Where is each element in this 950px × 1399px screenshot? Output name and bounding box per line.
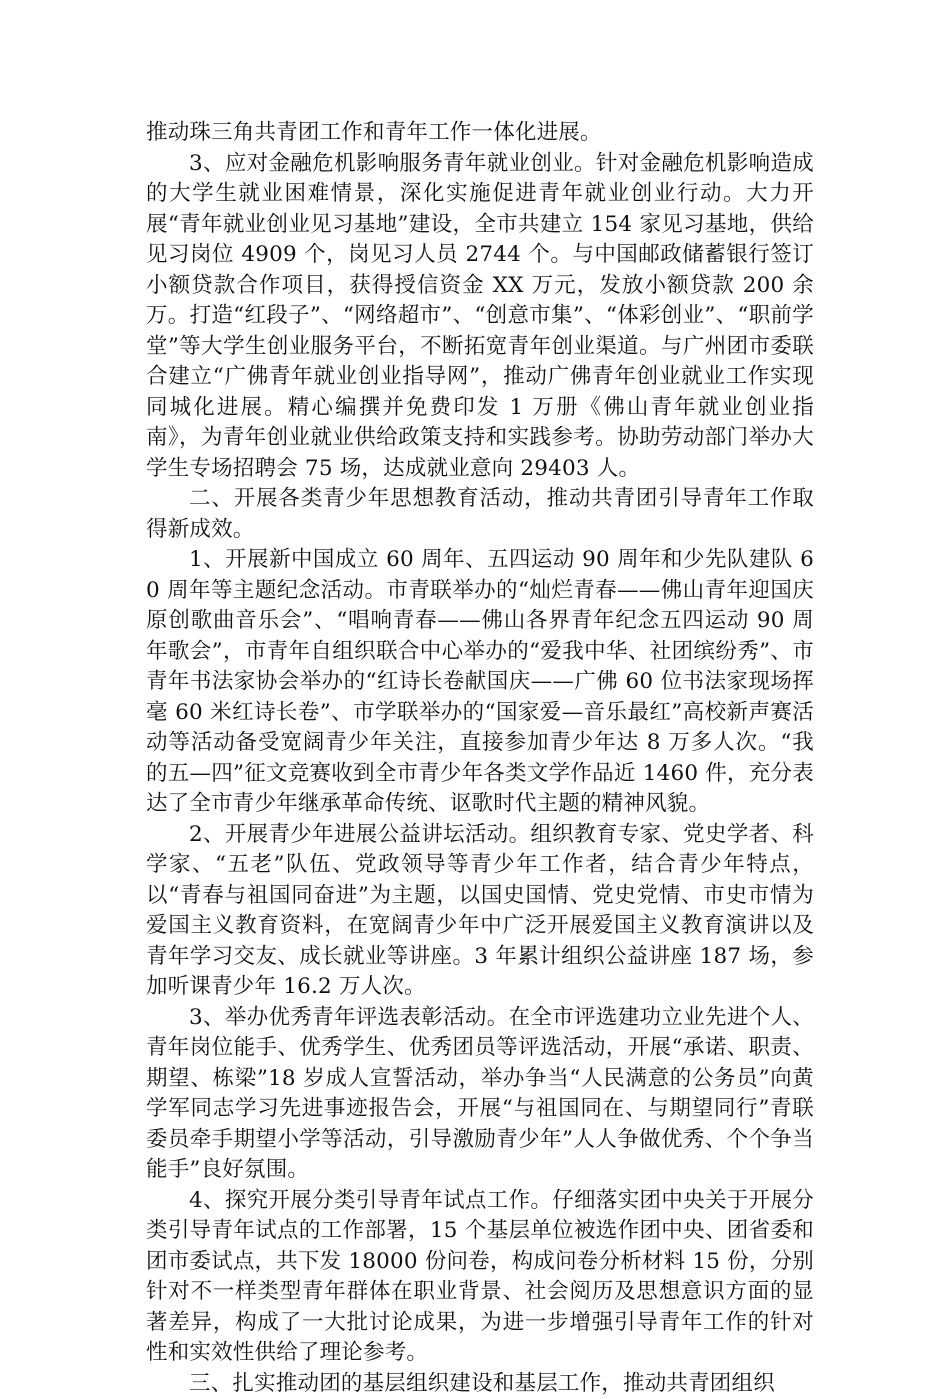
paragraph-awards: 3、举办优秀青年评选表彰活动。在全市评选建功立业先进个人、青年岗位能手、优秀学生、优秀团员等评选活动，开展“承诺、职责、期望、栋梁”18 岁成人宣誓活动，举办争当“人民满意的公务员”向黄学军同志学习先进事迹报告会，开展“与祖国同在、与期望同行”青联委员牵手期望小学等活动，引导激励青少年”人人争做优秀、个个争当能手”良好氛围。	[146, 1003, 814, 1186]
paragraph-employment: 3、应对金融危机影响服务青年就业创业。针对金融危机影响造成的大学生就业困难情景，深化实施促进青年就业创业行动。大力开展“青年就业创业见习基地”建设，全市共建立 154 家见习基地，供给见习岗位 4909 个，岗见习人员 2744 个。与中国邮政储蓄银行签订小额贷款合作项目，获得授信资金 XX 万元，发放小额贷款 200 余万。打造“红段子”、“网络超市”、“创意市集”、“体彩创业”、“职前学堂”等大学生创业服务平台，不断拓宽青年创业渠道。与广州团市委联合建立“广佛青年就业创业指导网”，推动广佛青年创业就业工作实现同城化进展。精心编撰并免费印发 1 万册《佛山青年就业创业指南》，为青年创业就业供给政策支持和实践参考。协助劳动部门举办大学生专场招聘会 75 场，达成就业意向 29403 人。	[146, 149, 814, 485]
paragraph-continuation: 推动珠三角共青团工作和青年工作一体化进展。	[146, 118, 814, 149]
section-heading-three: 三、扎实推动团的基层组织建设和基层工作，推动共青团组织	[146, 1369, 814, 1399]
paragraph-pilot: 4、探究开展分类引导青年试点工作。仔细落实团中央关于开展分类引导青年试点的工作部署，15 个基层单位被选作团中央、团省委和团市委试点，共下发 18000 份问卷，构成问卷分析材料 15 份，分别针对不一样类型青年群体在职业背景、社会阅历及思想意识方面的显著差异，构成了一大批讨论成果，为进一步增强引导青年工作的针对性和实效性供给了理论参考。	[146, 1186, 814, 1369]
paragraph-forum: 2、开展青少年进展公益讲坛活动。组织教育专家、党史学者、科学家、“五老”队伍、党政领导等青少年工作者，结合青少年特点，以“青春与祖国同奋进”为主题，以国史国情、党史党情、市史市情为爱国主义教育资料，在宽阔青少年中广泛开展爱国主义教育演讲以及青年学习交友、成长就业等讲座。3 年累计组织公益讲座 187 场，参加听课青少年 16.2 万人次。	[146, 820, 814, 1003]
document-body	[146, 118, 814, 1399]
paragraph-anniversary: 1、开展新中国成立 60 周年、五四运动 90 周年和少先队建队 60 周年等主题纪念活动。市青联举办的“灿烂青春——佛山青年迎国庆原创歌曲音乐会”、“唱响青春——佛山各界青年纪念五四运动 90 周年歌会”，市青年自组织联合中心举办的“爱我中华、社团缤纷秀”、市青年书法家协会举办的“红诗长卷献国庆——广佛 60 位书法家现场挥毫 60 米红诗长卷”、市学联举办的“国家爱—音乐最红”高校新声赛活动等活动备受宽阔青少年关注，直接参加青少年达 8 万多人次。“我的五—四”征文竞赛收到全市青少年各类文学作品近 1460 件，充分表达了全市青少年继承革命传统、讴歌时代主题的精神风貌。	[146, 545, 814, 820]
section-heading-two: 二、开展各类青少年思想教育活动，推动共青团引导青年工作取得新成效。	[146, 484, 814, 545]
